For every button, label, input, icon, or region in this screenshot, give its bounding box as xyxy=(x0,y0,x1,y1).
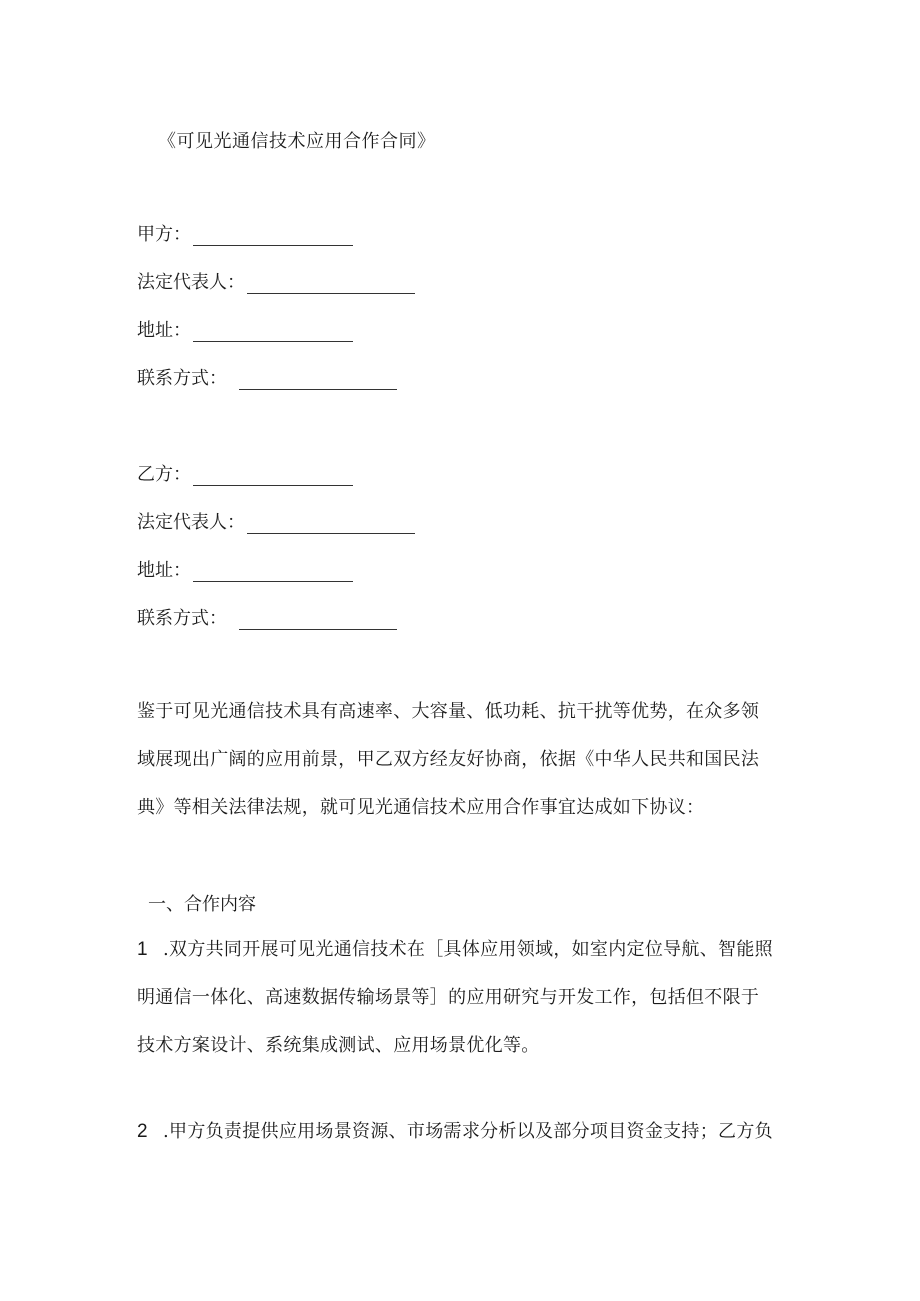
party-a-addr-label: 地址： xyxy=(137,320,191,341)
clause-1-line: 技术方案设计、系统集成测试、应用场景优化等。 xyxy=(137,1035,540,1056)
party-b-addr-blank[interactable] xyxy=(193,563,353,582)
clause-2-text: .甲方负责提供应用场景资源、市场需求分析以及部分项目资金支持；乙方负 xyxy=(163,1121,773,1142)
party-b-addr-field xyxy=(137,556,353,582)
party-b-contact-field xyxy=(137,604,397,630)
party-a-contact-label: 联系方式： xyxy=(137,368,227,389)
party-a-contact-blank[interactable] xyxy=(239,371,397,390)
section-1-heading: 一、合作内容 xyxy=(148,894,256,915)
party-a-contact-field xyxy=(137,364,397,390)
party-a-rep-label: 法定代表人： xyxy=(137,272,245,293)
clause-1-line: 明通信一体化、高速数据传输场景等］的应用研究与开发工作，包括但不限于 xyxy=(137,987,760,1008)
clause-1-line-1 xyxy=(137,926,777,974)
party-b-contact-blank[interactable] xyxy=(239,611,397,630)
party-b-name-field xyxy=(137,460,353,486)
clause-1-text: .双方共同开展可见光通信技术在［具体应用领域，如室内定位导航、智能照 xyxy=(163,939,773,960)
party-a-name-field xyxy=(137,220,353,246)
party-a-name-blank[interactable] xyxy=(193,227,353,246)
party-a-addr-blank[interactable] xyxy=(193,323,353,342)
party-b-name-label: 乙方： xyxy=(137,464,191,485)
party-b-rep-label: 法定代表人： xyxy=(137,512,245,533)
document-title: 《可见光通信技术应用合作合同》 xyxy=(158,131,436,152)
party-a-rep-field xyxy=(137,268,415,294)
preamble-line: 鉴于可见光通信技术具有高速率、大容量、低功耗、抗干扰等优势，在众多领 xyxy=(137,701,760,722)
preamble-line: 典》等相关法律法规，就可见光通信技术应用合作事宜达成如下协议： xyxy=(137,797,705,818)
clause-1-number: 1 xyxy=(137,939,148,960)
party-b-rep-blank[interactable] xyxy=(247,515,415,534)
party-a-addr-field xyxy=(137,316,353,342)
party-b-addr-label: 地址： xyxy=(137,560,191,581)
party-b-rep-field xyxy=(137,508,415,534)
party-a-name-label: 甲方： xyxy=(137,224,191,245)
preamble-paragraph xyxy=(137,688,777,832)
party-a-rep-blank[interactable] xyxy=(247,275,415,294)
party-b-contact-label: 联系方式： xyxy=(137,608,227,629)
clause-2-number: 2 xyxy=(137,1121,148,1142)
preamble-line: 域展现出广阔的应用前景，甲乙双方经友好协商，依据《中华人民共和国民法 xyxy=(137,749,760,770)
clause-2 xyxy=(137,1108,777,1156)
clause-1 xyxy=(137,926,777,1070)
party-b-name-blank[interactable] xyxy=(193,467,353,486)
clause-2-line-1 xyxy=(137,1108,777,1156)
